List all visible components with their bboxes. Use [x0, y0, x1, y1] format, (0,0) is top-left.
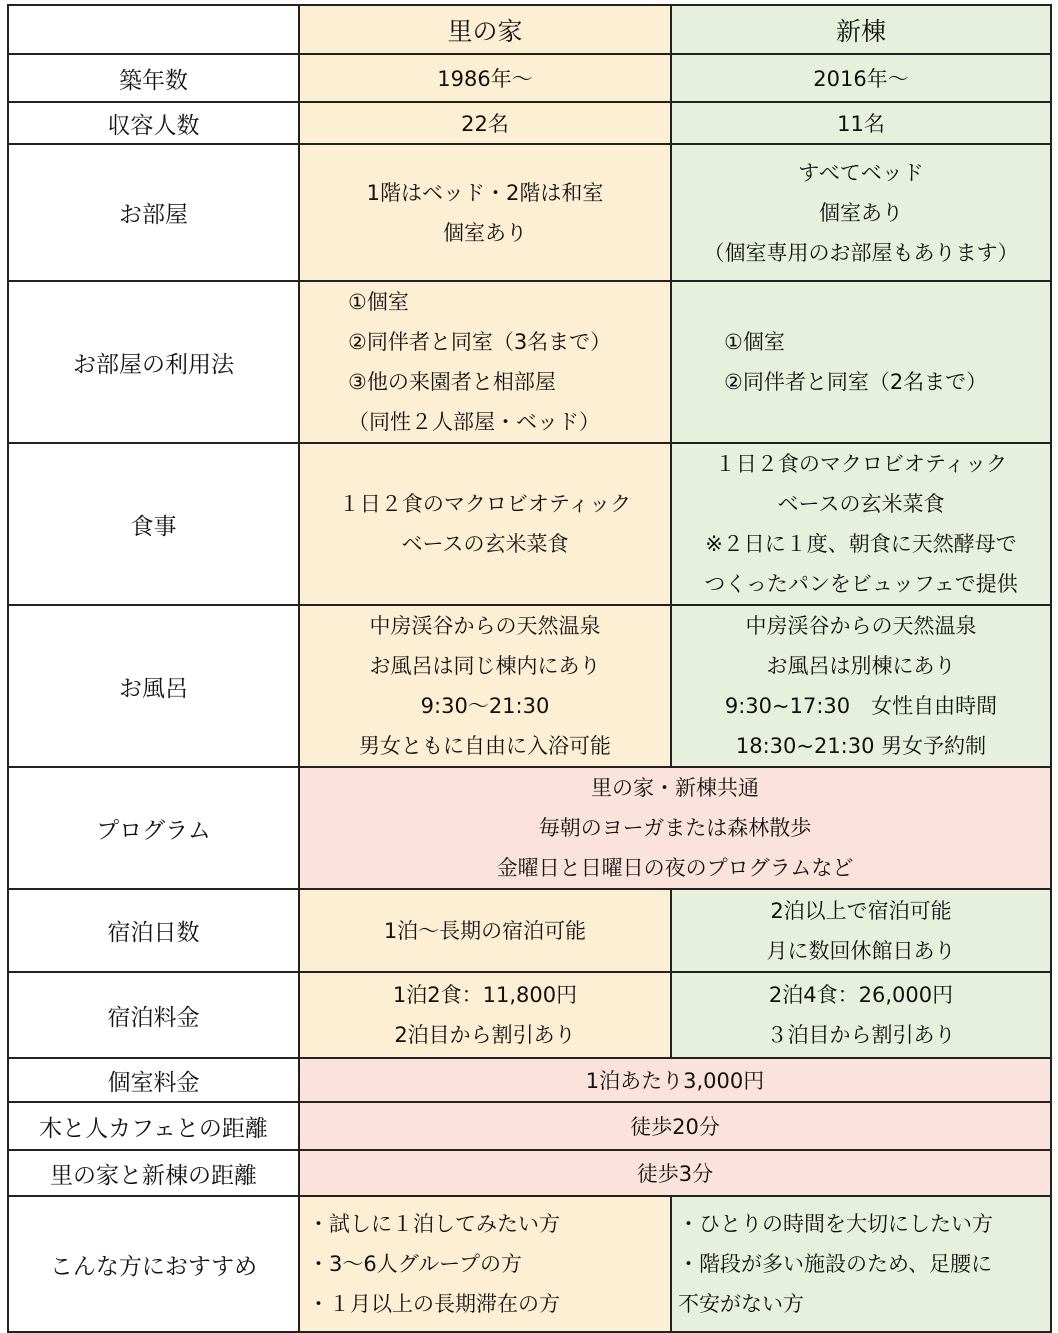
cell-satonoie: 22名 [299, 102, 671, 144]
cell-shared: 徒歩20分 [299, 1102, 1051, 1150]
text-line: 男女ともに自由に入浴可能 [359, 734, 611, 758]
row-label: お部屋の利用法 [8, 281, 299, 443]
cell-shared: 徒歩3分 [299, 1150, 1051, 1196]
cell-satonoie [299, 972, 671, 1058]
text-line: 9:30~17:30 女性自由時間 [724, 694, 998, 718]
cell-satonoie [299, 144, 671, 281]
row-built [8, 54, 1051, 102]
comparison-table [7, 4, 1052, 1333]
text-line: お風呂は同じ棟内にあり [369, 654, 601, 678]
text-line: 中房渓谷からの天然温泉 [745, 614, 977, 638]
cell-shinto [671, 972, 1051, 1058]
text-line: 里の家・新棟共通 [591, 776, 759, 800]
text-line: 月に数回休館日あり [766, 938, 956, 963]
text-line: ①個室 [348, 290, 409, 314]
cell-satonoie [299, 605, 671, 767]
text-line: すべてベッド [798, 160, 924, 185]
cell-shinto [671, 1196, 1051, 1332]
text-line: ３泊目から割引あり [766, 1023, 956, 1047]
text-line: つくったパンをビュッフェで提供 [704, 572, 1018, 596]
cell-satonoie [299, 889, 671, 972]
text-line: ①個室 [724, 330, 785, 354]
cell-satonoie: 1986年〜 [299, 54, 671, 102]
row-label: 収容人数 [8, 102, 299, 144]
text-line: 1泊〜長期の宿泊可能 [383, 918, 587, 943]
row-bath [8, 605, 1051, 767]
row-program [8, 767, 1051, 889]
row-label: 食事 [8, 443, 299, 605]
cell-shinto [671, 605, 1051, 767]
row-label: 個室料金 [8, 1058, 299, 1102]
row-label: お部屋 [8, 144, 299, 281]
text-line: 9:30〜21:30 [420, 694, 550, 718]
cell-shinto [671, 889, 1051, 972]
text-line: ベースの玄米菜食 [777, 492, 945, 516]
row-private-fee [8, 1058, 1051, 1102]
row-cafe-distance [8, 1102, 1051, 1150]
text-line: ・ひとりの時間を大切にしたい方 [678, 1212, 993, 1236]
header-shinto: 新棟 [671, 5, 1051, 54]
text-line: ・階段が多い施設のため、足腰に [678, 1252, 993, 1276]
cell-shared: 1泊あたり3,000円 [299, 1058, 1051, 1102]
text-line: 2泊目から割引あり [394, 1023, 576, 1047]
row-label: プログラム [8, 767, 299, 889]
row-price [8, 972, 1051, 1058]
row-label: 宿泊料金 [8, 972, 299, 1058]
header-blank-cell [8, 5, 299, 54]
header-satonoie: 里の家 [299, 5, 671, 54]
text-line: ・3〜6人グループの方 [308, 1252, 523, 1276]
text-line: 個室あり [443, 220, 527, 245]
cell-shinto: 2016年〜 [671, 54, 1051, 102]
cell-shinto [671, 144, 1051, 281]
text-line: 18:30~21:30 男女予約制 [735, 734, 987, 758]
text-line: ※２日に１度、朝食に天然酵母で [705, 532, 1017, 556]
row-recommend [8, 1196, 1051, 1332]
row-capacity [8, 102, 1051, 144]
text-line: 不安がない方 [678, 1292, 804, 1316]
cell-satonoie [299, 1196, 671, 1332]
text-line: 1泊2食：11,800円 [392, 983, 578, 1007]
header-row [8, 5, 1051, 54]
text-line: 金曜日と日曜日の夜のプログラムなど [496, 856, 854, 880]
text-line: ・１月以上の長期滞在の方 [308, 1292, 560, 1316]
cell-shared [299, 767, 1051, 889]
cell-satonoie [299, 443, 671, 605]
cell-satonoie [299, 281, 671, 443]
text-line: 2泊4食：26,000円 [768, 983, 954, 1007]
text-line: 個室あり [819, 200, 903, 225]
text-line: 2泊以上で宿泊可能 [770, 898, 952, 923]
text-line: （個室専用のお部屋もあります） [703, 240, 1019, 265]
text-line: １日２食のマクロビオティック [714, 452, 1008, 476]
text-line: お風呂は別棟にあり [766, 654, 956, 678]
text-line: ・試しに１泊してみたい方 [308, 1212, 560, 1236]
row-meals [8, 443, 1051, 605]
text-line: ③他の来園者と相部屋 [348, 370, 556, 394]
text-line: １日２食のマクロビオティック [338, 492, 632, 516]
row-room-usage [8, 281, 1051, 443]
row-label: お風呂 [8, 605, 299, 767]
text-line: 中房渓谷からの天然温泉 [369, 614, 601, 638]
cell-shinto: 11名 [671, 102, 1051, 144]
row-label: こんな方におすすめ [8, 1196, 299, 1332]
text-line: 毎朝のヨーガまたは森林散歩 [538, 816, 812, 840]
row-label: 里の家と新棟の距離 [8, 1150, 299, 1196]
row-label: 宿泊日数 [8, 889, 299, 972]
row-building-distance [8, 1150, 1051, 1196]
row-label: 木と人カフェとの距離 [8, 1102, 299, 1150]
text-line: ②同伴者と同室（2名まで） [724, 370, 988, 394]
text-line: 1階はベッド・2階は和室 [366, 180, 604, 205]
cell-shinto [671, 281, 1051, 443]
text-line: （同性２人部屋・ベッド） [348, 410, 600, 434]
row-rooms [8, 144, 1051, 281]
row-nights [8, 889, 1051, 972]
row-label: 築年数 [8, 54, 299, 102]
cell-shinto [671, 443, 1051, 605]
text-line: ②同伴者と同室（3名まで） [348, 330, 612, 354]
text-line: ベースの玄米菜食 [401, 532, 569, 556]
